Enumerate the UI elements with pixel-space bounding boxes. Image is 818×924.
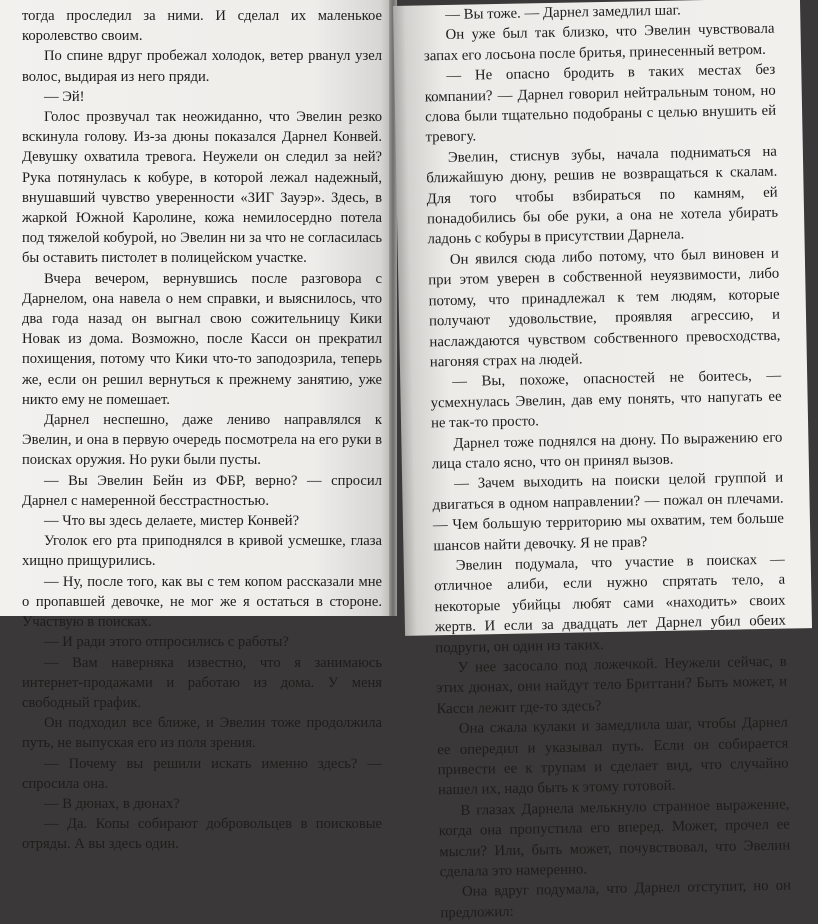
paragraph: тогда проследил за ними. И сделал их маленькое королевство своим. [22, 8, 382, 45]
paragraph: — Вы Эвелин Бейн из ФБР, верно? — спросил Дарнел с намеренной бесстрастностью. [22, 472, 382, 509]
paragraph: — Почему вы решили искать именно здесь? — спросила она. [22, 755, 382, 792]
paragraph: В глазах Дарнела мелькнуло странное выражение, когда она пропустила его вперед. Может, прочел ее мысли? Или, быть может, почувствовал, что Эвелин сделала это намеренно. [438, 796, 791, 881]
paragraph: Голос прозвучал так неожиданно, что Эвелин резко вскинула голову. Из-за дюны показался Дарнел Конвей. Девушку охватила тревога. Неужели он следил за ней? Рука потянулась к кобуре, в которой лежал надежный, внушавший чувство уверенности «ЗИГ Зауэр». Здесь, в жаркой Южной Каролине, кожа немилосердно потела под тяжелой кобурой, но Эвелин ни за что не согласилась бы оставить пистолет в полицейском участке. [22, 109, 382, 267]
paragraph: — Вам наверняка известно, что я занимаюсь интернет-продажами и работаю из дома. У меня свободный график. [22, 654, 382, 711]
paragraph: Она вдруг подумала, что Дарнел отступит, но он предложил: [440, 877, 792, 922]
left-page [0, 0, 392, 853]
paragraph: — Вы, похоже, опасностей не боитесь, — усмехнулась Эвелин, дав ему понять, что напугать ее не так-то просто. [430, 367, 782, 432]
paragraph: Дарнел тоже поднялся на дюну. По выражению его лица стало ясно, что он принял вызов. [431, 429, 783, 473]
paragraph: — Что вы здесь делаете, мистер Конвей? [44, 513, 300, 530]
paragraph: — И ради этого отпросились с работы? [44, 634, 289, 651]
paragraph: — Ну, после того, как вы с тем копом рассказали мне о пропавшей девочке, не мог же я остаться в стороне. Участвую в поисках. [22, 573, 382, 631]
paragraph: — Эй! [44, 88, 85, 105]
paragraph: По спине вдруг пробежал холодок, ветер рванул узел волос, выдирая из него пряди. [22, 48, 382, 85]
paragraph: Вчера вечером, вернувшись после разговора с Дарнелом, она навела о нем справки, и выяснилось, что два года назад он выгнал свою сожительницу Кики Новак из дома. Возможно, после Касси он прекратил похищения, потому что Кики что-то заподозрила, теперь же, если он решил вернуться к прежнему занятию, уже никто ему не помешает. [22, 270, 382, 408]
paragraph: — Зачем выходить на поиски целой группой и двигаться в одном направлении? — пожал он плечами. — Чем большую территорию мы охватим, тем больше шансов найти девочку. Я не прав? [432, 469, 785, 554]
paragraph: Уголок его рта приподнялся в кривой усмешке, глаза хищно прищурились. [22, 533, 382, 570]
paragraph: — В дюнах, в дюнах? [44, 795, 180, 812]
paragraph: Он уже был так близко, что Эвелин чувствовала запах его лосьона после бритья, принесенный ветром. [423, 21, 775, 65]
paragraph: Эвелин, стиснув зубы, начала подниматься на ближайшую дюну, решив не возвращаться к скалам. Для того чтобы взбираться по камням, ей понадобились бы обе руки, а она не хотела убирать ладонь с кобуры в присутствии Дарнела. [426, 143, 779, 248]
paragraph: — Да. Копы собирают добровольцев в поисковые отряды. А вы здесь один. [22, 816, 382, 853]
paragraph: Она сжала кулаки и замедлила шаг, чтобы Дарнел ее опередил и указывал путь. Если он собирается привести ее к трупам и сделает вид, что случайно нашел их, надо быть к этому готовой. [437, 714, 789, 799]
right-page [393, 0, 812, 922]
paragraph: Дарнел неспешно, даже лениво направлялся к Эвелин, и она в первую очередь посмотрела на его руки в поисках оружия. Но руки были пусты. [22, 412, 382, 469]
paragraph: — Вы тоже. — Дарнел замедлил шаг. [445, 2, 681, 23]
paragraph: Он явился сюда либо потому, что был виновен и при этом уверен в собственной неуязвимости, либо потому, что принадлежал к тем людям, которые получают удовольствие, проявляя агрессию, и наслаждаются чувством собственного превосходства, нагоняя страх на людей. [428, 245, 781, 371]
paragraph: — Не опасно бродить в таких местах без компании? — Дарнел говорил нейтральным тоном, но слова были тщательно подобраны с целью внушить ей тревогу. [424, 61, 777, 146]
paragraph: Эвелин подумала, что участие в поисках — отличное алиби, если нужно спрятать тело, а некоторые убийцы любят сами «находить» своих жертв. И если за двадцать лет Дарнел убил обеих подруги, он один из таких. [434, 551, 787, 656]
paragraph: Он подходил все ближе, и Эвелин тоже продолжила путь, не выпуская его из поля зрения. [22, 715, 382, 752]
paragraph: У нее засосало под ложечкой. Неужели сейчас, в этих дюнах, они найдут тело Бриттани? Быть может, и Касси лежит где-то здесь? [435, 653, 788, 718]
